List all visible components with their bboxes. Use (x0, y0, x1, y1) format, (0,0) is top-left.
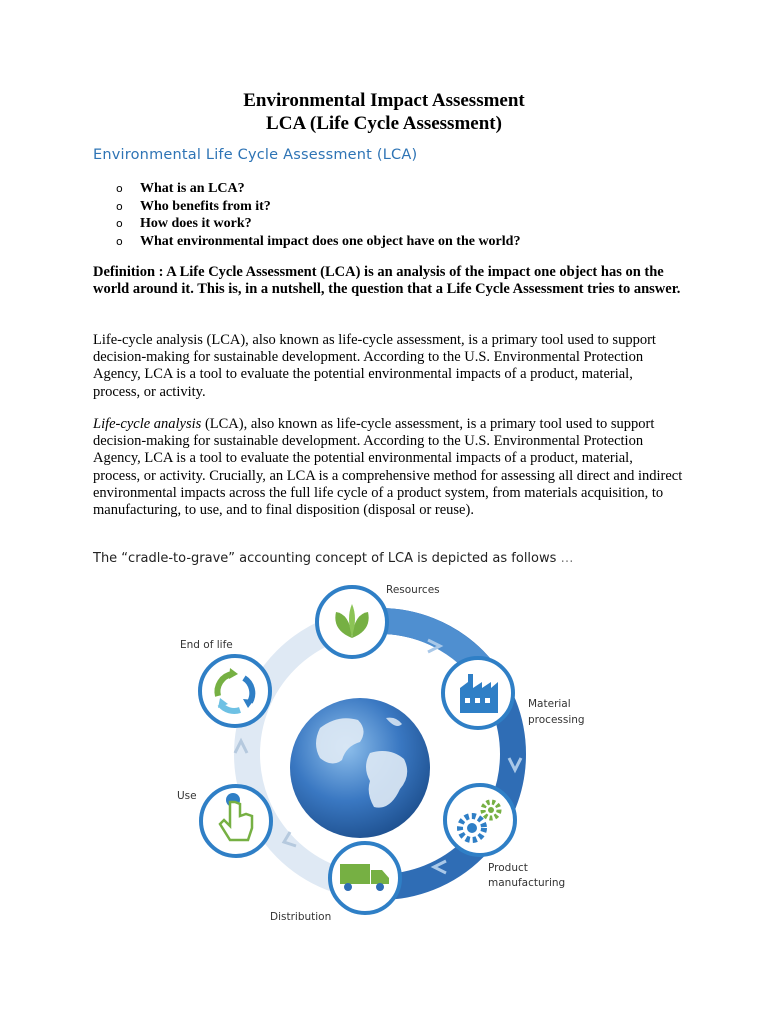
list-item-text: What is an LCA? (140, 181, 245, 196)
label-use: Use (177, 790, 197, 802)
label-end-of-life: End of life (180, 639, 233, 651)
node-resources (317, 587, 387, 657)
node-material-processing (443, 658, 513, 728)
paragraph-text: The “cradle-to-grave” accounting concept of LCA is depicted as follows (93, 551, 561, 566)
body-paragraph-1: Life-cycle analysis (LCA), also known as life-cycle assessment, is a primary tool used to support decision-making for sustainable development. According to the U.S. Environmental Protection Agency, LCA is a tool to evaluate the potential environmental impacts of a product, material, process, or activity. (93, 332, 656, 400)
section-subheading: Environmental Life Cycle Assessment (LCA) (93, 147, 418, 163)
label-product-manufacturing-line1: Product (488, 862, 528, 874)
node-product-manufacturing (445, 785, 515, 855)
bullet-marker: o (116, 234, 123, 248)
bullet-marker: o (116, 217, 123, 230)
label-distribution: Distribution (270, 911, 332, 923)
bullet-marker: o (116, 199, 123, 213)
page-title-line2: LCA (Life Cycle Assessment) (266, 113, 502, 134)
body-paragraph-2 (93, 416, 683, 519)
list-item-text: Who benefits from it? (140, 198, 271, 214)
italic-term: Life-cycle analysis (93, 416, 202, 432)
question-list (116, 180, 520, 250)
paragraph-text: (LCA), also known as life-cycle assessment, is a primary tool used to support decision-making for sustainable development. According to the U.S. Environmental Protection Agency, LCA is a tool to evaluate the potential environmental impacts of a product, material, process, or activity. Crucially, an LCA is a comprehensive method for assessing all direct and indirect environmental impacts across the full life cycle of a product system, from materials acquisition, to manufacturing, to use, and to final disposition (disposal or reuse). (93, 416, 683, 519)
node-distribution (330, 843, 400, 913)
label-product-manufacturing-line2: manufacturing (488, 877, 566, 889)
list-item (116, 215, 520, 233)
globe-icon (290, 698, 430, 838)
lca-cycle-diagram (160, 578, 600, 928)
list-item-text: How does it work? (140, 216, 252, 231)
bullet-marker: o (116, 182, 123, 195)
body-paragraph-3 (93, 550, 683, 567)
definition-paragraph: Definition : A Life Cycle Assessment (LCA) is an analysis of the impact one object has on the world around it. This is, in a nutshell, the question that a Life Cycle Assessment tries to answer. (93, 264, 681, 298)
list-item (116, 198, 520, 216)
list-item (116, 233, 520, 251)
ellipsis: … (560, 551, 574, 566)
list-item (116, 180, 520, 198)
node-end-of-life (200, 656, 270, 726)
label-material-processing-line1: Material (528, 698, 571, 710)
list-item-text: What environmental impact does one object have on the world? (140, 233, 521, 249)
label-resources: Resources (386, 584, 440, 596)
node-use (201, 786, 271, 856)
page-title-line1: Environmental Impact Assessment (243, 90, 525, 111)
label-material-processing-line2: processing (528, 714, 585, 726)
